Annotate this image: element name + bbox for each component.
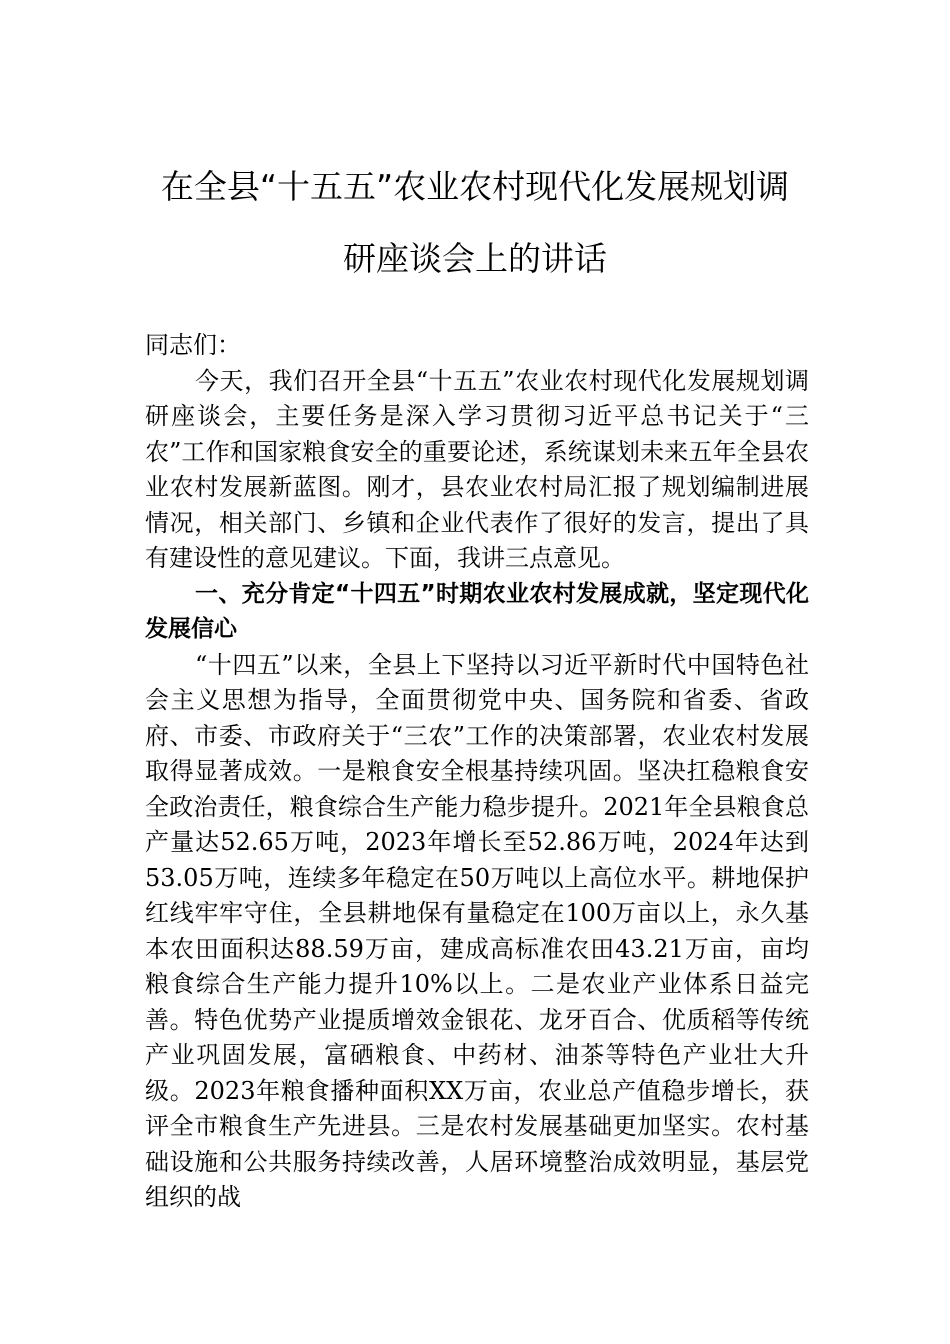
document-title-line-1: 在全县“十五五”农业农村现代化发展规划调 bbox=[160, 167, 790, 206]
salutation: 同志们： bbox=[145, 331, 241, 359]
paragraph-achievements: “十四五”以来，全县上下坚持以习近平新时代中国特色社会主义思想为指导，全面贯彻党中央、国务院和省委、省政府、市委、市政府关于“三农”工作的决策部署，农业农村发展取得显著成效。一是粮食安全根基持续巩固。坚决扛稳粮食安全政治责任，粮食综合生产能力稳步提升。2021年全县粮食总产量达52.65万吨，2023年增长至52.86万吨，2024年达到53.05万吨，连续多年稳定在50万吨以上高位水平。耕地保护红线牢牢守住，全县耕地保有量稳定在100万亩以上，永久基本农田面积达88.59万亩，建成高标准农田43.21万亩，亩均粮食综合生产能力提升10%以上。二是农业产业体系日益完善。特色优势产业提质增效金银花、龙牙百合、优质稻等传统产业巩固发展，富硒粮食、中药材、油茶等特色产业壮大升级。2023年粮食播种面积XX万亩，农业总产值稳步增长，获评全市粮食生产先进县。三是农村发展基础更加坚实。农村基础设施和公共服务持续改善，人居环境整治成效明显，基层党组织的战 bbox=[145, 650, 809, 1211]
document-title-line-2: 研座谈会上的讲话 bbox=[343, 239, 607, 278]
document-body bbox=[145, 328, 809, 1216]
paragraph-opening: 今天，我们召开全县“十五五”农业农村现代化发展规划调研座谈会，主要任务是深入学习贯彻习近平总书记关于“三农”工作和国家粮食安全的重要论述，系统谋划未来五年全县农业农村发展新蓝图。刚才，县农业农村局汇报了规划编制进展情况，相关部门、乡镇和企业代表作了很好的发言，提出了具有建设性的意见建议。下面，我讲三点意见。 bbox=[145, 366, 809, 572]
section-heading-1: 一、充分肯定“十四五”时期农业农村发展成就，坚定现代化发展信心 bbox=[145, 580, 809, 642]
